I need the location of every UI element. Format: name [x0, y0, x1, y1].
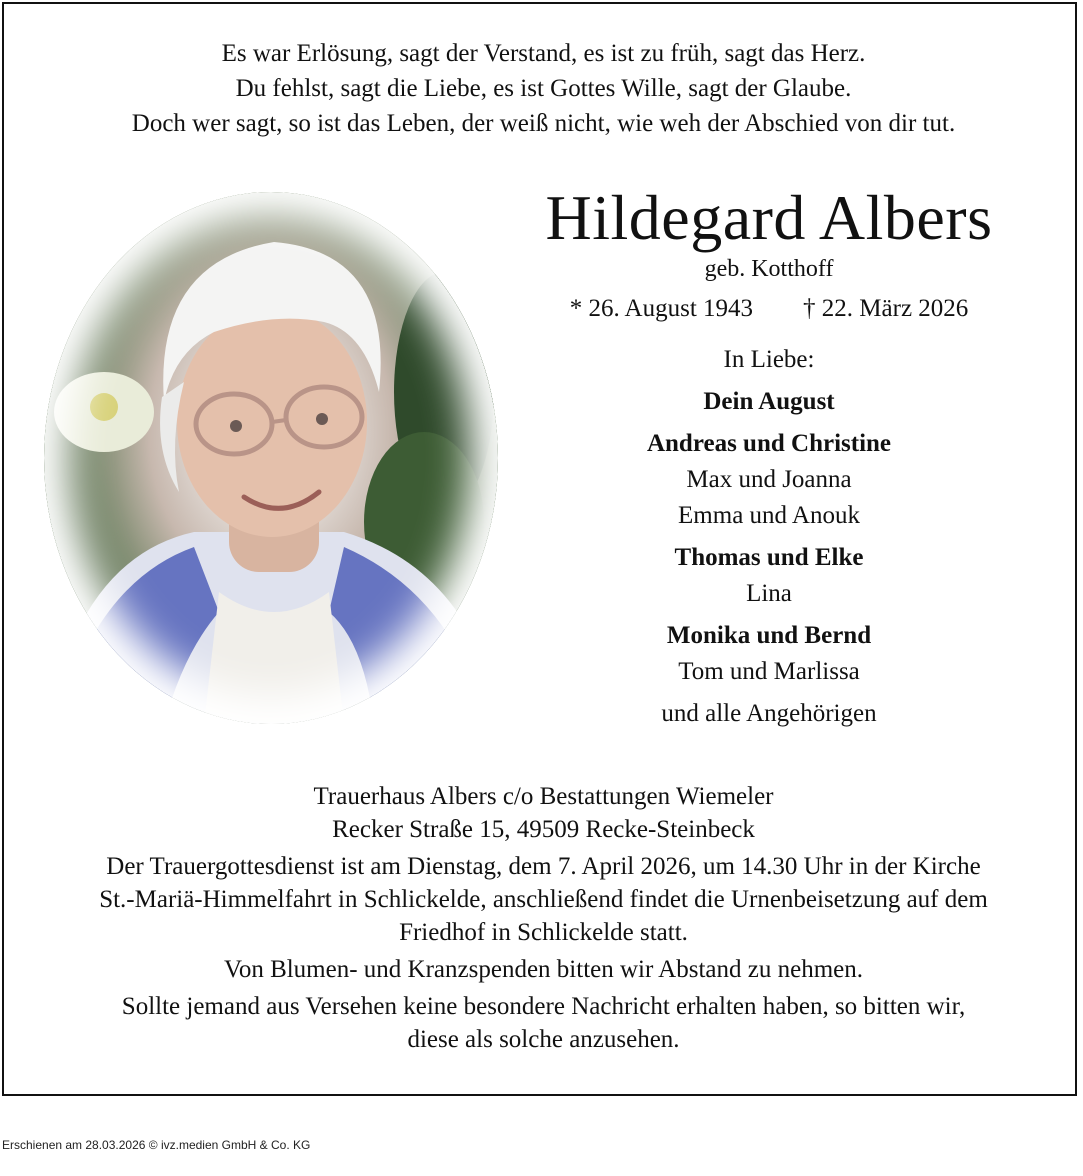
service-line-2: St.-Mariä-Himmelfahrt in Schlickelde, anschließend findet die Urnenbeisetzung auf dem [99, 886, 988, 913]
flowers-note: Von Blumen- und Kranzspenden bitten wir Abstand zu nehmen. [223, 956, 863, 983]
birth-date: * 26. August 1943 [569, 295, 754, 322]
family-entry: Max und Joanna [686, 466, 852, 493]
service-info [4, 850, 1083, 949]
family-entry: Andreas und Christine [646, 430, 892, 457]
family-entry: Tom und Marlissa [678, 658, 860, 685]
photo-vignette [44, 192, 498, 724]
notice-line-2: diese als solche anzusehen. [407, 1026, 680, 1053]
family-entry: und alle Angehörigen [661, 700, 877, 727]
mourning-address [4, 780, 1083, 846]
notice [4, 990, 1083, 1056]
obituary-frame [2, 2, 1077, 1096]
family-intro: In Liebe: [723, 346, 815, 373]
family-entry: Dein August [703, 388, 835, 415]
service-line-1: Der Trauergottesdienst ist am Dienstag, dem 7. April 2026, um 14.30 Uhr in der Kirche [106, 853, 981, 880]
address-line-1: Trauerhaus Albers c/o Bestattungen Wiemeler [313, 783, 774, 810]
life-dates [504, 295, 1034, 323]
family-entry: Emma und Anouk [678, 502, 860, 529]
verse [4, 36, 1083, 141]
deceased-name: Hildegard Albers [545, 182, 993, 253]
maiden-name: geb. Kotthoff [704, 256, 834, 282]
service-line-3: Friedhof in Schlickelde statt. [399, 919, 688, 946]
verse-line-2: Du fehlst, sagt die Liebe, es ist Gottes Wille, sagt der Glaube. [235, 75, 852, 102]
verse-line-1: Es war Erlösung, sagt der Verstand, es ist zu früh, sagt das Herz. [221, 40, 866, 67]
family-list [504, 342, 1034, 732]
family-entry: Lina [746, 580, 792, 607]
family-entry: Monika und Bernd [666, 622, 872, 649]
notice-line-1: Sollte jemand aus Versehen keine besondere Nachricht erhalten haben, so bitten wir, [121, 993, 966, 1020]
address-line-2: Recker Straße 15, 49509 Recke-Steinbeck [332, 816, 755, 843]
death-date: † 22. März 2026 [803, 295, 969, 322]
portrait-photo [44, 192, 498, 724]
verse-line-3: Doch wer sagt, so ist das Leben, der weiß nicht, wie weh der Abschied von dir tut. [131, 110, 956, 137]
details-section [4, 780, 1083, 1060]
family-entry: Thomas und Elke [674, 544, 864, 571]
publication-credit: Erschienen am 28.03.2026 © ivz.medien GmbH & Co. KG [2, 1138, 311, 1152]
